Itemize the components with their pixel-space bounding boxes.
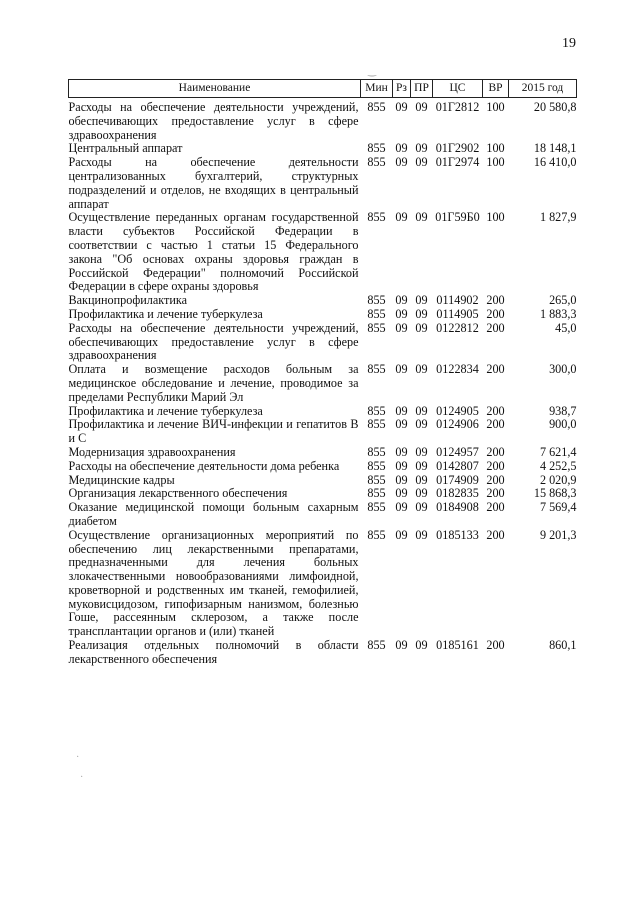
cell-pr: 09 <box>415 527 428 542</box>
header-year: 2015 год <box>509 80 577 98</box>
cell-name: Медицинские кадры <box>68 472 175 487</box>
cell-cs: 01Г59Б0 <box>435 210 480 225</box>
cell-amount: 265,0 <box>549 293 577 308</box>
cell-cs: 0124905 <box>436 403 479 418</box>
cell-amount: 4 252,5 <box>539 458 577 473</box>
cell-amount: 45,0 <box>555 320 577 335</box>
cell-vr: 100 <box>486 210 505 225</box>
table-row <box>69 501 577 529</box>
cell-min: 855 <box>367 155 386 170</box>
table-row <box>69 639 577 667</box>
cell-name: Осуществление переданных органам государственной власти субъектов Российской Федерации в соответствии с частью 1 статьи 15 Федерального закона "Об основах охраны здоровья граждан в Российской Федерации" полномочий Российской Федерации в сфере охраны здоровья <box>68 210 359 294</box>
cell-rz: 09 <box>395 155 408 170</box>
cell-name: Профилактика и лечение туберкулеза <box>68 403 263 418</box>
cell-pr: 09 <box>415 320 428 335</box>
cell-amount: 18 148,1 <box>533 141 577 156</box>
cell-pr: 09 <box>415 500 428 515</box>
cell-pr: 09 <box>415 458 428 473</box>
cell-pr: 09 <box>415 486 428 501</box>
cell-cs: 0114902 <box>436 293 479 308</box>
cell-name: Центральный аппарат <box>68 141 183 156</box>
header-min: Мин <box>361 80 393 98</box>
cell-cs: 0122834 <box>436 362 479 377</box>
cell-min: 855 <box>367 486 386 501</box>
cell-min: 855 <box>367 472 386 487</box>
table-row <box>69 211 577 294</box>
budget-table <box>68 79 577 667</box>
cell-vr: 200 <box>486 472 505 487</box>
cell-vr: 100 <box>486 155 505 170</box>
cell-min: 855 <box>367 500 386 515</box>
table-row <box>69 363 577 404</box>
table-row <box>69 460 577 474</box>
table-row <box>69 474 577 488</box>
cell-vr: 200 <box>486 306 505 321</box>
cell-vr: 200 <box>486 444 505 459</box>
cell-rz: 09 <box>395 417 408 432</box>
cell-min: 855 <box>367 417 386 432</box>
cell-min: 855 <box>367 527 386 542</box>
cell-cs: 0182835 <box>436 486 479 501</box>
cell-pr: 09 <box>415 100 428 114</box>
cell-vr: 200 <box>486 486 505 501</box>
cell-rz: 09 <box>395 210 408 225</box>
cell-vr: 200 <box>486 500 505 515</box>
cell-name: Расходы на обеспечение деятельности дома ребенка <box>68 458 340 473</box>
table-row <box>69 418 577 446</box>
cell-vr: 200 <box>486 293 505 308</box>
cell-min: 855 <box>367 320 386 335</box>
table-body <box>69 98 577 667</box>
header-name: Наименование <box>69 80 361 98</box>
cell-amount: 7 569,4 <box>539 500 577 515</box>
cell-amount: 16 410,0 <box>533 155 577 170</box>
table-row <box>69 308 577 322</box>
cell-name: Расходы на обеспечение деятельности централизованных бухгалтерий, структурных подразделений и отделов, не входящих в центральный аппарат <box>68 155 359 211</box>
cell-name: Расходы на обеспечение деятельности учреждений, обеспечивающих предоставление услуг в сфере здравоохранения <box>68 100 359 142</box>
cell-min: 855 <box>367 362 386 377</box>
cell-rz: 09 <box>395 472 408 487</box>
table-row <box>69 294 577 308</box>
cell-cs: 01Г2974 <box>435 155 480 170</box>
cell-pr: 09 <box>415 155 428 170</box>
cell-amount: 300,0 <box>549 362 577 377</box>
cell-rz: 09 <box>395 306 408 321</box>
cell-vr: 200 <box>486 362 505 377</box>
cell-pr: 09 <box>415 472 428 487</box>
cell-pr: 09 <box>415 293 428 308</box>
cell-min: 855 <box>367 444 386 459</box>
cell-amount: 938,7 <box>549 403 577 418</box>
cell-rz: 09 <box>395 320 408 335</box>
cell-name: Оказание медицинской помощи больным сахарным диабетом <box>68 500 359 528</box>
cell-name: Расходы на обеспечение деятельности учреждений, обеспечивающих предоставление услуг в сфере здравоохранения <box>68 320 359 363</box>
scan-mark: · <box>80 772 84 783</box>
cell-min: 855 <box>367 403 386 418</box>
cell-cs: 0185161 <box>436 638 479 653</box>
cell-min: 855 <box>367 638 386 653</box>
cell-vr: 200 <box>486 458 505 473</box>
cell-cs: 0124906 <box>436 417 479 432</box>
cell-min: 855 <box>367 100 386 114</box>
cell-vr: 100 <box>486 141 505 156</box>
cell-cs: 0185133 <box>436 527 479 542</box>
cell-rz: 09 <box>395 458 408 473</box>
table-row <box>69 322 577 363</box>
cell-min: 855 <box>367 458 386 473</box>
cell-rz: 09 <box>395 527 408 542</box>
cell-cs: 0122812 <box>436 320 479 335</box>
cell-cs: 01Г2902 <box>435 141 480 156</box>
cell-name: Организация лекарственного обеспечения <box>68 486 288 501</box>
cell-cs: 0174909 <box>436 472 479 487</box>
table-row <box>69 446 577 460</box>
cell-name: Вакцинопрофилактика <box>68 293 187 308</box>
cell-rz: 09 <box>395 500 408 515</box>
cell-amount: 1 827,9 <box>539 210 577 225</box>
header-vr: ВР <box>483 80 509 98</box>
cell-rz: 09 <box>395 403 408 418</box>
table-header-row <box>69 80 577 98</box>
cell-pr: 09 <box>415 141 428 156</box>
cell-vr: 100 <box>486 100 505 114</box>
cell-amount: 20 580,8 <box>533 100 577 114</box>
cell-amount: 7 621,4 <box>539 444 577 459</box>
cell-pr: 09 <box>415 444 428 459</box>
table-row <box>69 101 577 142</box>
cell-cs: 0184908 <box>436 500 479 515</box>
cell-cs: 0142807 <box>436 458 479 473</box>
cell-amount: 2 020,9 <box>539 472 577 487</box>
cell-amount: 15 868,3 <box>533 486 577 501</box>
cell-cs: 0124957 <box>436 444 479 459</box>
cell-rz: 09 <box>395 362 408 377</box>
cell-min: 855 <box>367 141 386 156</box>
scan-mark: ‿ <box>368 66 377 77</box>
cell-pr: 09 <box>415 417 428 432</box>
cell-vr: 200 <box>486 417 505 432</box>
cell-vr: 200 <box>486 320 505 335</box>
cell-rz: 09 <box>395 638 408 653</box>
cell-name: Профилактика и лечение туберкулеза <box>68 306 263 321</box>
cell-pr: 09 <box>415 638 428 653</box>
table-row <box>69 156 577 211</box>
cell-name: Оплата и возмещение расходов больным за медицинское обследование и лечение, проводимое за пределами Республики Марий Эл <box>68 362 359 404</box>
cell-name: Реализация отдельных полномочий в области лекарственного обеспечения <box>68 638 359 666</box>
cell-cs: 0114905 <box>436 306 479 321</box>
table-row <box>69 405 577 419</box>
cell-amount: 860,1 <box>549 638 577 653</box>
cell-min: 855 <box>367 293 386 308</box>
cell-amount: 900,0 <box>549 417 577 432</box>
cell-min: 855 <box>367 306 386 321</box>
cell-rz: 09 <box>395 141 408 156</box>
table-row <box>69 529 577 639</box>
header-cs: ЦС <box>433 80 483 98</box>
cell-rz: 09 <box>395 293 408 308</box>
cell-rz: 09 <box>395 444 408 459</box>
cell-name: Профилактика и лечение ВИЧ-инфекции и гепатитов В и С <box>68 417 359 446</box>
table-row <box>69 142 577 156</box>
cell-pr: 09 <box>415 362 428 377</box>
cell-amount: 9 201,3 <box>539 527 577 542</box>
scan-mark: · <box>76 752 80 763</box>
cell-name: Модернизация здравоохранения <box>68 444 236 459</box>
cell-rz: 09 <box>395 100 408 114</box>
cell-vr: 200 <box>486 638 505 653</box>
cell-amount: 1 883,3 <box>539 306 577 321</box>
cell-pr: 09 <box>415 306 428 321</box>
cell-vr: 200 <box>486 527 505 542</box>
cell-pr: 09 <box>415 403 428 418</box>
cell-name: Осуществление организационных мероприятий по обеспечению лиц лекарственными препаратами, предназначенными для лечения больных злокачественными новообразованиями лимфоидной, кроветворной и родственных им тканей, гемофилией, муковисцидозом, гипофизарным нанизмом, болезнью Гоше, рассеянным склерозом, а также после трансплантации органов и (или) тканей <box>68 527 359 639</box>
cell-cs: 01Г2812 <box>435 100 480 114</box>
cell-vr: 200 <box>486 403 505 418</box>
cell-pr: 09 <box>415 210 428 225</box>
cell-rz: 09 <box>395 486 408 501</box>
page-number: 19 <box>562 36 576 51</box>
header-pr: ПР <box>411 80 433 98</box>
header-rz: Рз <box>393 80 411 98</box>
table-row <box>69 487 577 501</box>
cell-min: 855 <box>367 210 386 225</box>
